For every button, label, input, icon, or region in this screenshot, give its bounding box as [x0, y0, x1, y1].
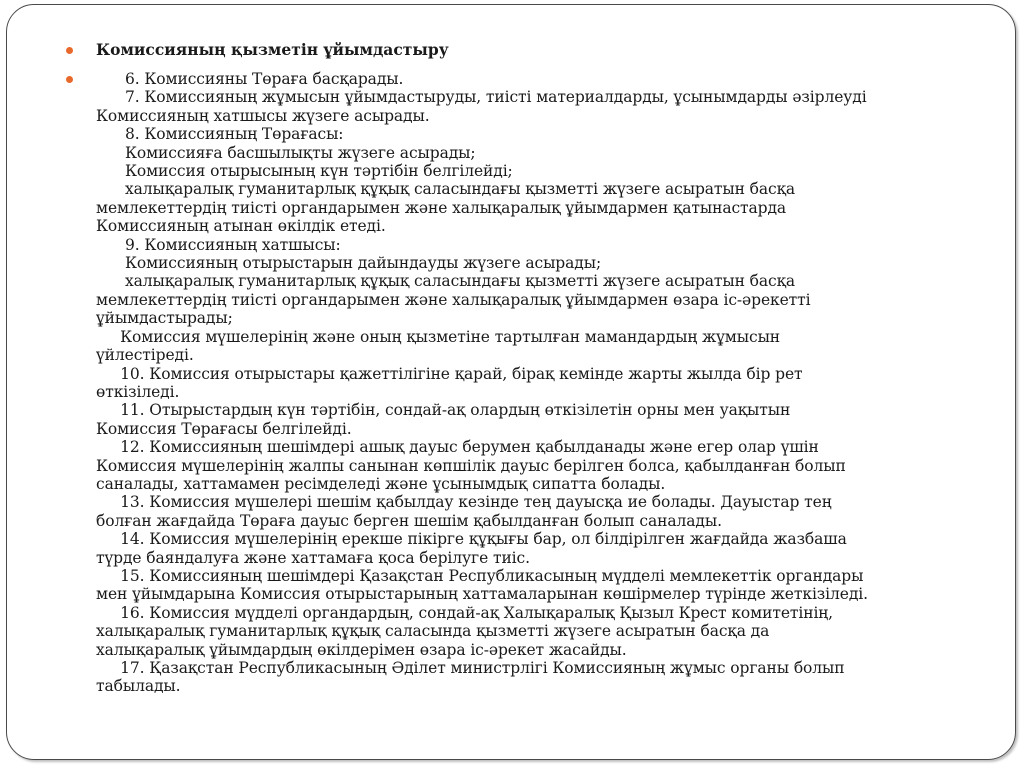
body-line: Комиссияның отырыстарын дайындауды жүзеге асырады; — [96, 254, 602, 273]
body-line: 13. Комиссия мүшелері шешім қабылдау кезінде тең дауысқа ие болады. Дауыстар тең — [96, 493, 832, 512]
body-line: Комиссия мүшелерінің жалпы санынан көпшілік дауыс берілген болса, қабылданған болып — [96, 456, 846, 475]
body-line: 10. Комиссия отырыстары қажеттілігіне қарай, бірақ кемінде жарты жылда бір рет — [96, 364, 803, 383]
body-line: 12. Комиссияның шешімдері ашық дауыс берумен қабылданады және егер олар үшін — [96, 438, 819, 457]
title-row — [66, 40, 966, 60]
slide-title: Комиссияның қызметін ұйымдастыру — [96, 40, 449, 59]
body-line: табылады. — [96, 677, 181, 696]
body-line: 17. Қазақстан Республикасының Әділет министрлігі Комиссияның жұмыс органы болып — [96, 659, 845, 677]
body-line: өткізіледі. — [96, 382, 180, 401]
body-line: мемлекеттердің тиісті органдарымен және халықаралық ұйымдармен өзара іс-әрекетті — [96, 290, 811, 309]
body-line: халықаралық гуманитарлық құқық саласындағы қызметті жүзеге асыратын басқа — [96, 180, 796, 199]
body-line: үйлестіреді. — [96, 346, 194, 365]
body-line: Комиссияның атынан өкілдік етеді. — [96, 217, 386, 236]
body-line: 15. Комиссияның шешімдері Қазақстан Республикасының мүдделі мемлекеттік органдары — [96, 566, 864, 585]
body-line: Комиссия Төрағасы белгілейді. — [96, 419, 352, 438]
body-line: 6. Комиссияны Төраға басқарады. — [96, 70, 404, 88]
body-line: Комиссия отырысының күн тәртібін белгілейді; — [96, 162, 513, 181]
body-line: ұйымдастырады; — [96, 309, 233, 328]
body-line: Комиссияның хатшысы жүзеге асырады. — [96, 106, 430, 125]
body-line: саналады, хаттамамен ресімделеді және ұсынымдық сипатта болады. — [96, 474, 666, 493]
body-line: түрде баяндалуға және хаттамаға қоса берілуге тиіс. — [96, 548, 530, 567]
body-line: халықаралық гуманитарлық құқық саласындағы қызметті жүзеге асыратын басқа — [96, 272, 796, 291]
body-line: халықаралық гуманитарлық құқық саласында қызметті жүзеге асыратын басқа да — [96, 622, 770, 641]
body-line: 9. Комиссияның хатшысы: — [96, 235, 341, 254]
body-line: болған жағдайда Төраға дауыс берген шешім қабылданған болып саналады. — [96, 511, 722, 530]
body-line: 14. Комиссия мүшелерінің ерекше пікірге құқығы бар, ол білдірілген жағдайда жазбаша — [96, 530, 847, 549]
body-text — [96, 70, 966, 696]
body-row — [66, 70, 966, 696]
slide-content — [66, 40, 966, 696]
body-line: Комиссия мүшелерінің және оның қызметіне тартылған мамандардың жұмысын — [96, 327, 781, 346]
body-line: 16. Комиссия мүдделі органдардың, сондай-ақ Халықаралық Қызыл Крест комитетінің, — [96, 603, 833, 622]
body-line: мен ұйымдарына Комиссия отырыстарының хаттамаларынан көшірмелер түрінде жеткізіледі. — [96, 585, 868, 604]
circle-bullet-icon — [66, 47, 73, 54]
body-line: 8. Комиссияның Төрағасы: — [96, 125, 344, 144]
circle-bullet-icon — [66, 76, 73, 83]
body-line: халықаралық ұйымдардың өкілдерімен өзара іс-әрекет жасайды. — [96, 640, 627, 659]
body-line: Комиссияға басшылықты жүзеге асырады; — [96, 143, 476, 162]
body-line: мемлекеттердің тиісті органдарымен және халықаралық ұйымдармен қатынастарда — [96, 198, 787, 217]
body-line: 7. Комиссияның жұмысын ұйымдастыруды, тиісті материалдарды, ұсынымдарды әзірлеуді — [96, 88, 867, 107]
body-line: 11. Отырыстардың күн тәртібін, сондай-ақ олардың өткізілетін орны мен уақытын — [96, 401, 791, 420]
